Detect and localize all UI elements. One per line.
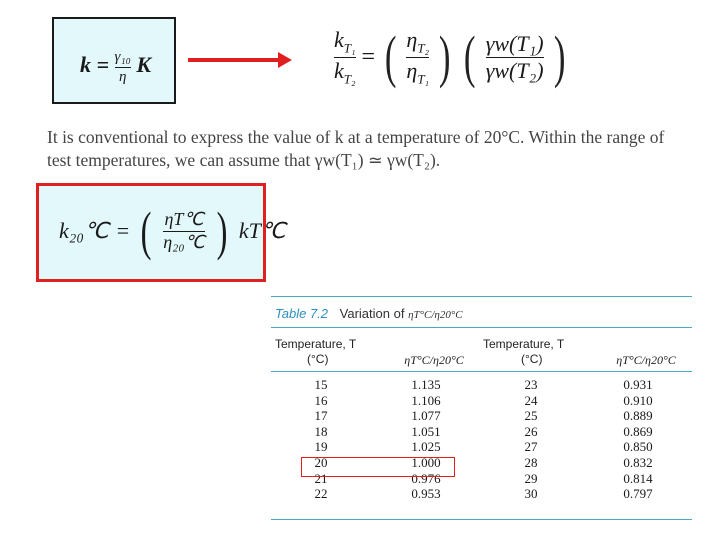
col3-header-unit: (°C) (521, 352, 543, 366)
col1-header-unit: (°C) (307, 352, 329, 366)
k20-rhs: kT℃ (238, 218, 286, 243)
formula-box-20c (36, 183, 286, 282)
formula-fraction (115, 49, 131, 85)
table-cell: 1.077 (411, 408, 441, 424)
k20-equals: = (116, 218, 130, 243)
formula-box-basic (52, 17, 176, 104)
col-temperature-left (301, 377, 341, 502)
arrow-right-icon (278, 52, 292, 68)
table-body-rule (271, 371, 692, 372)
table-cell: 0.850 (623, 439, 653, 455)
arrow-shaft (188, 58, 280, 62)
table-cell: 26 (524, 423, 538, 439)
table-cell: 20 (314, 454, 328, 470)
eta-num-sub: T₂ (417, 40, 430, 56)
table-cell: 1.135 (411, 377, 441, 392)
col2-header-label: ηT°C/η20°C (404, 353, 464, 367)
table-cell: 25 (524, 408, 538, 424)
k20-num: ηT℃ (164, 208, 204, 229)
formula-k20: k₂₀℃ = ( $\frac{\eta T℃}{\text{η₂₀℃}}$ ) kT℃ (59, 201, 286, 261)
table-cell: 0.797 (623, 486, 653, 502)
table-cell: 28 (524, 454, 538, 470)
table-cell: 30 (524, 486, 538, 502)
formula-ratio: $\frac{k_{T_1}}{k_{T_2}}$ = ( $\frac{\eta_{T_2}}{\eta_{T_1}}$ ) ( $\frac{\text{γw(T₁)}}{\text{γw(T₂)}}$ ) (334, 24, 566, 90)
eta-den-sub: T₁ (417, 71, 430, 87)
table-caption (275, 306, 463, 321)
table-cell: 0.931 (623, 377, 653, 392)
table-cell: 0.832 (623, 454, 653, 470)
viscosity-table (271, 296, 692, 520)
table-cell: 29 (524, 470, 538, 486)
formula-lhs: k (80, 52, 91, 78)
paragraph-line-1: It is conventional to express the value of k at a temperature of 20°C. Within the range of (47, 127, 665, 147)
gamma-num: γw(T₁) (485, 30, 544, 56)
paragraph-line-2: test temperatures, we can assume that γw(T₁) ≃ γw(T₂). (47, 150, 441, 170)
table-cell: 0.953 (411, 486, 441, 502)
col3-header-label: Temperature, T (483, 337, 565, 351)
k-num-sub: T₁ (343, 40, 356, 56)
table-title: Variation of (339, 306, 405, 321)
table-cell: 16 (314, 392, 328, 408)
k-den: k (334, 57, 344, 83)
table-cell: 1.051 (411, 423, 441, 439)
formula-permeability (80, 49, 151, 85)
col2-header (389, 353, 479, 368)
table-cell: 1.106 (411, 392, 441, 408)
explanation-paragraph (47, 126, 687, 172)
table-cell: 0.910 (623, 392, 653, 408)
table-cell: 0.869 (623, 423, 653, 439)
table-cell: 0.976 (411, 470, 441, 486)
table-cell: 1.000 (411, 454, 441, 470)
col1-header-label: Temperature, T (275, 337, 357, 351)
col-ratio-left (401, 377, 451, 502)
table-cell: 19 (314, 439, 328, 455)
ratio-equals: = (361, 43, 376, 70)
col-temperature-right (511, 377, 551, 502)
table-label: Table 7.2 (275, 306, 329, 321)
table-cell: 0.814 (623, 470, 653, 486)
k-num: k (334, 27, 344, 52)
col3-header (483, 337, 583, 367)
table-header-rule (271, 327, 692, 328)
fraction-numerator: γ₁₀ (114, 49, 131, 65)
row-20c-highlight (301, 454, 455, 477)
table-cell: 18 (314, 423, 328, 439)
table-cell: 17 (314, 408, 328, 424)
table-cell: 23 (524, 377, 538, 392)
table-cell: 0.889 (623, 408, 653, 424)
formula-equals: = (96, 52, 110, 78)
ratio-k-fraction (334, 28, 356, 86)
table-title-symbol: ηT°C/η20°C (408, 309, 463, 321)
k20-lhs: k₂₀℃ (59, 218, 109, 243)
eta-num: η (406, 27, 418, 52)
table-cell: 24 (524, 392, 538, 408)
k-den-sub: T₂ (343, 71, 356, 87)
ratio-gamma-fraction (486, 32, 544, 83)
col4-header-label: ηT°C/η20°C (616, 353, 676, 367)
col4-header (601, 353, 691, 368)
formula-rhs: K (136, 52, 152, 78)
gamma-den: γw(T₂) (485, 57, 544, 83)
fraction-denominator: η (118, 68, 127, 85)
table-cell: 21 (314, 470, 328, 486)
col-ratio-right (613, 377, 663, 502)
table-cell: 15 (314, 377, 328, 392)
col1-header (275, 337, 375, 367)
ratio-eta-fraction (406, 28, 429, 86)
k20-den: η₂₀℃ (163, 231, 205, 252)
eta-den: η (406, 57, 418, 83)
table-cell: 27 (524, 439, 538, 455)
k20-fraction (163, 210, 205, 253)
table-cell: 22 (314, 486, 328, 502)
table-cell: 1.025 (411, 439, 441, 455)
